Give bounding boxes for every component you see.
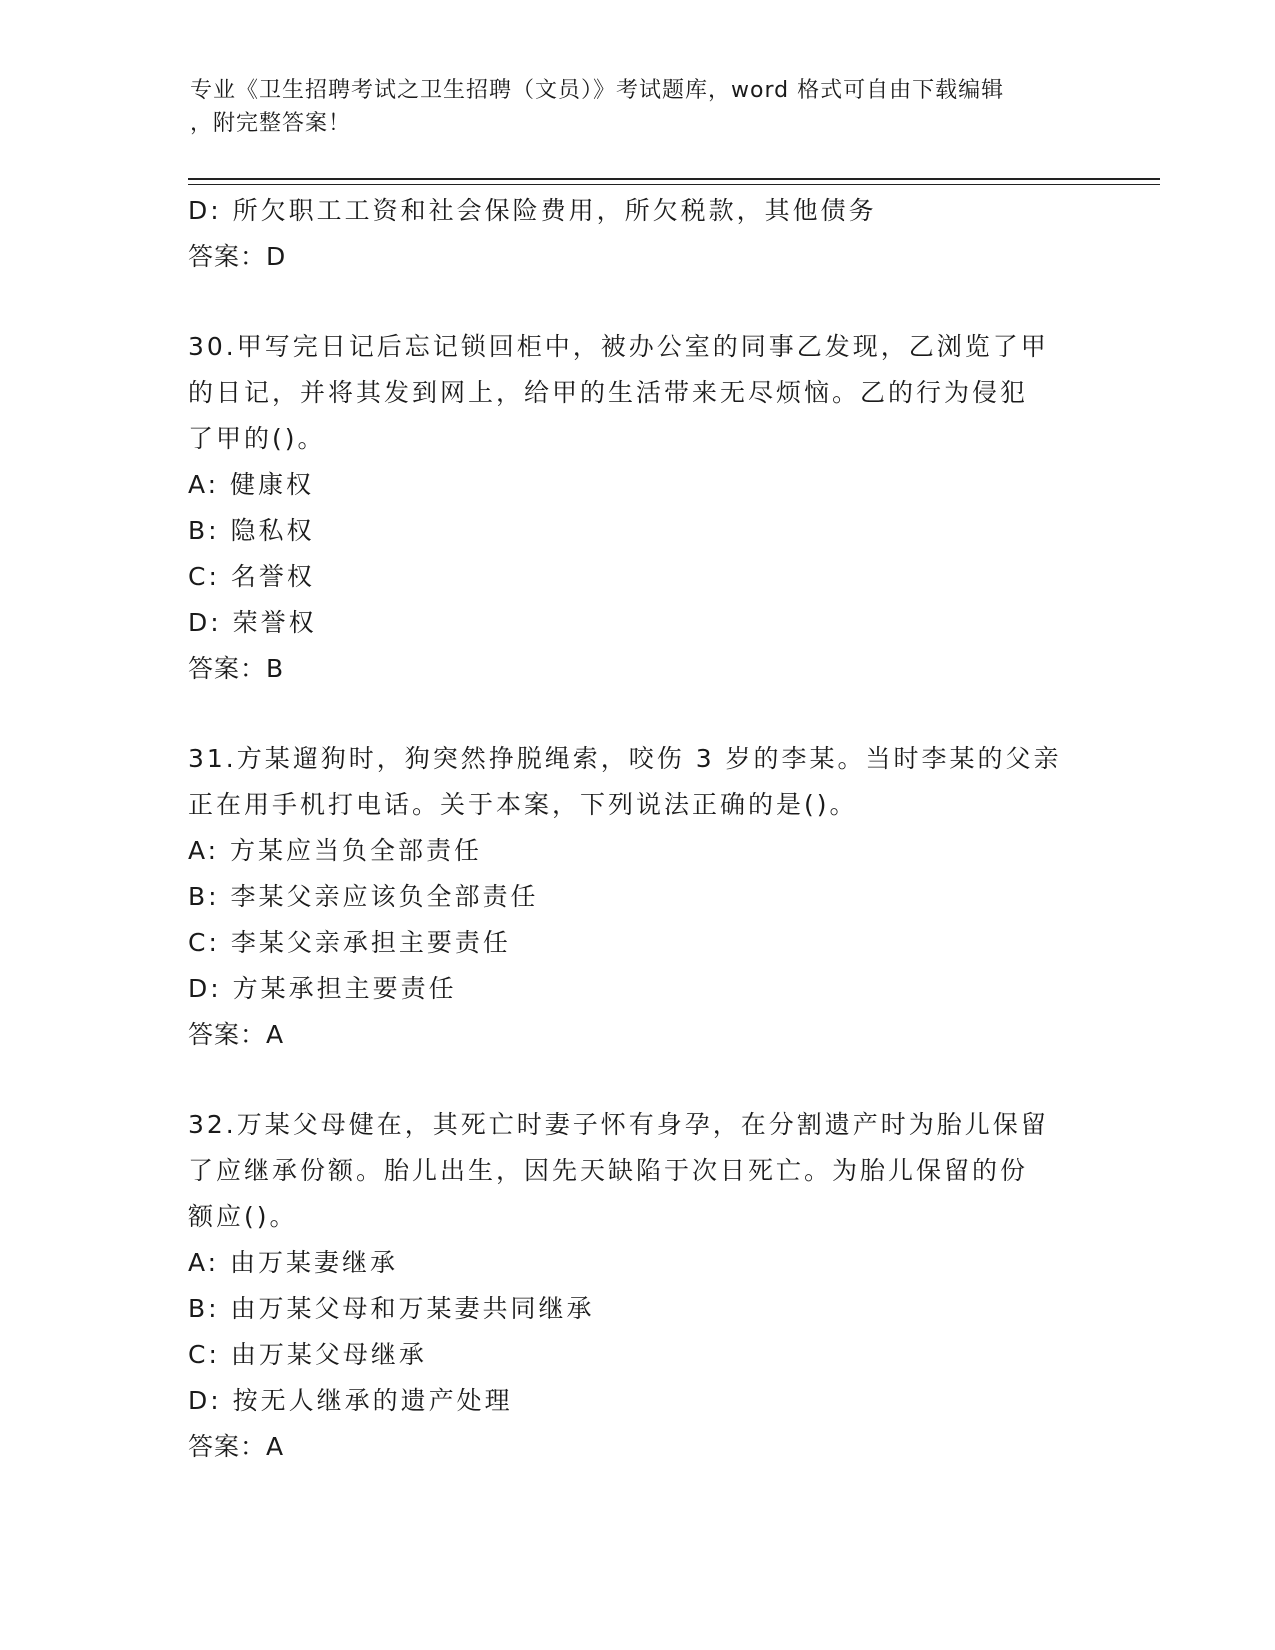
header-divider-thin bbox=[188, 184, 1160, 185]
header-line-1: 专业《卫生招聘考试之卫生招聘（文员）》考试题库，word 格式可自由下载编辑 bbox=[190, 78, 1005, 103]
option-c: C: 由万某父母继承 bbox=[188, 1340, 427, 1369]
header-divider-thick bbox=[188, 178, 1160, 180]
question-stem-line: 的日记，并将其发到网上，给甲的生活带来无尽烦恼。乙的行为侵犯 bbox=[188, 378, 1029, 407]
question-31 bbox=[188, 736, 1088, 1058]
option-b: B: 由万某父母和万某妻共同继承 bbox=[188, 1294, 595, 1323]
document-header bbox=[190, 74, 1090, 140]
option-c: C: 名誉权 bbox=[188, 562, 315, 591]
question-stem-line: 额应()。 bbox=[188, 1202, 298, 1231]
previous-question-tail bbox=[188, 188, 1088, 280]
question-stem-line: 30.甲写完日记后忘记锁回柜中，被办公室的同事乙发现，乙浏览了甲 bbox=[188, 332, 1049, 361]
question-content bbox=[188, 188, 1088, 1470]
option-a: A: 方某应当负全部责任 bbox=[188, 836, 483, 865]
question-stem-line: 正在用手机打电话。关于本案，下列说法正确的是()。 bbox=[188, 790, 858, 819]
option-b: B: 李某父亲应该负全部责任 bbox=[188, 882, 539, 911]
question-stem-line: 了甲的()。 bbox=[188, 424, 326, 453]
option-d: D: 方某承担主要责任 bbox=[188, 974, 457, 1003]
answer-line: 答案：B bbox=[188, 654, 285, 683]
answer-line: 答案：A bbox=[188, 1020, 285, 1049]
option-d: D: 按无人继承的遗产处理 bbox=[188, 1386, 513, 1415]
option-d: D: 所欠职工工资和社会保险费用，所欠税款，其他债务 bbox=[188, 196, 877, 225]
header-line-2: ，附完整答案！ bbox=[190, 111, 352, 136]
option-a: A: 健康权 bbox=[188, 470, 315, 499]
option-d: D: 荣誉权 bbox=[188, 608, 317, 637]
question-stem-line: 32.万某父母健在，其死亡时妻子怀有身孕，在分割遗产时为胎儿保留 bbox=[188, 1110, 1049, 1139]
answer-line: 答案：A bbox=[188, 1432, 285, 1461]
option-b: B: 隐私权 bbox=[188, 516, 315, 545]
question-stem-line: 了应继承份额。胎儿出生，因先天缺陷于次日死亡。为胎儿保留的份 bbox=[188, 1156, 1029, 1185]
answer-line: 答案：D bbox=[188, 242, 287, 271]
question-32 bbox=[188, 1102, 1088, 1470]
question-stem-line: 31.方某遛狗时，狗突然挣脱绳索，咬伤 3 岁的李某。当时李某的父亲 bbox=[188, 744, 1062, 773]
question-30 bbox=[188, 324, 1088, 692]
option-c: C: 李某父亲承担主要责任 bbox=[188, 928, 511, 957]
option-a: A: 由万某妻继承 bbox=[188, 1248, 399, 1277]
